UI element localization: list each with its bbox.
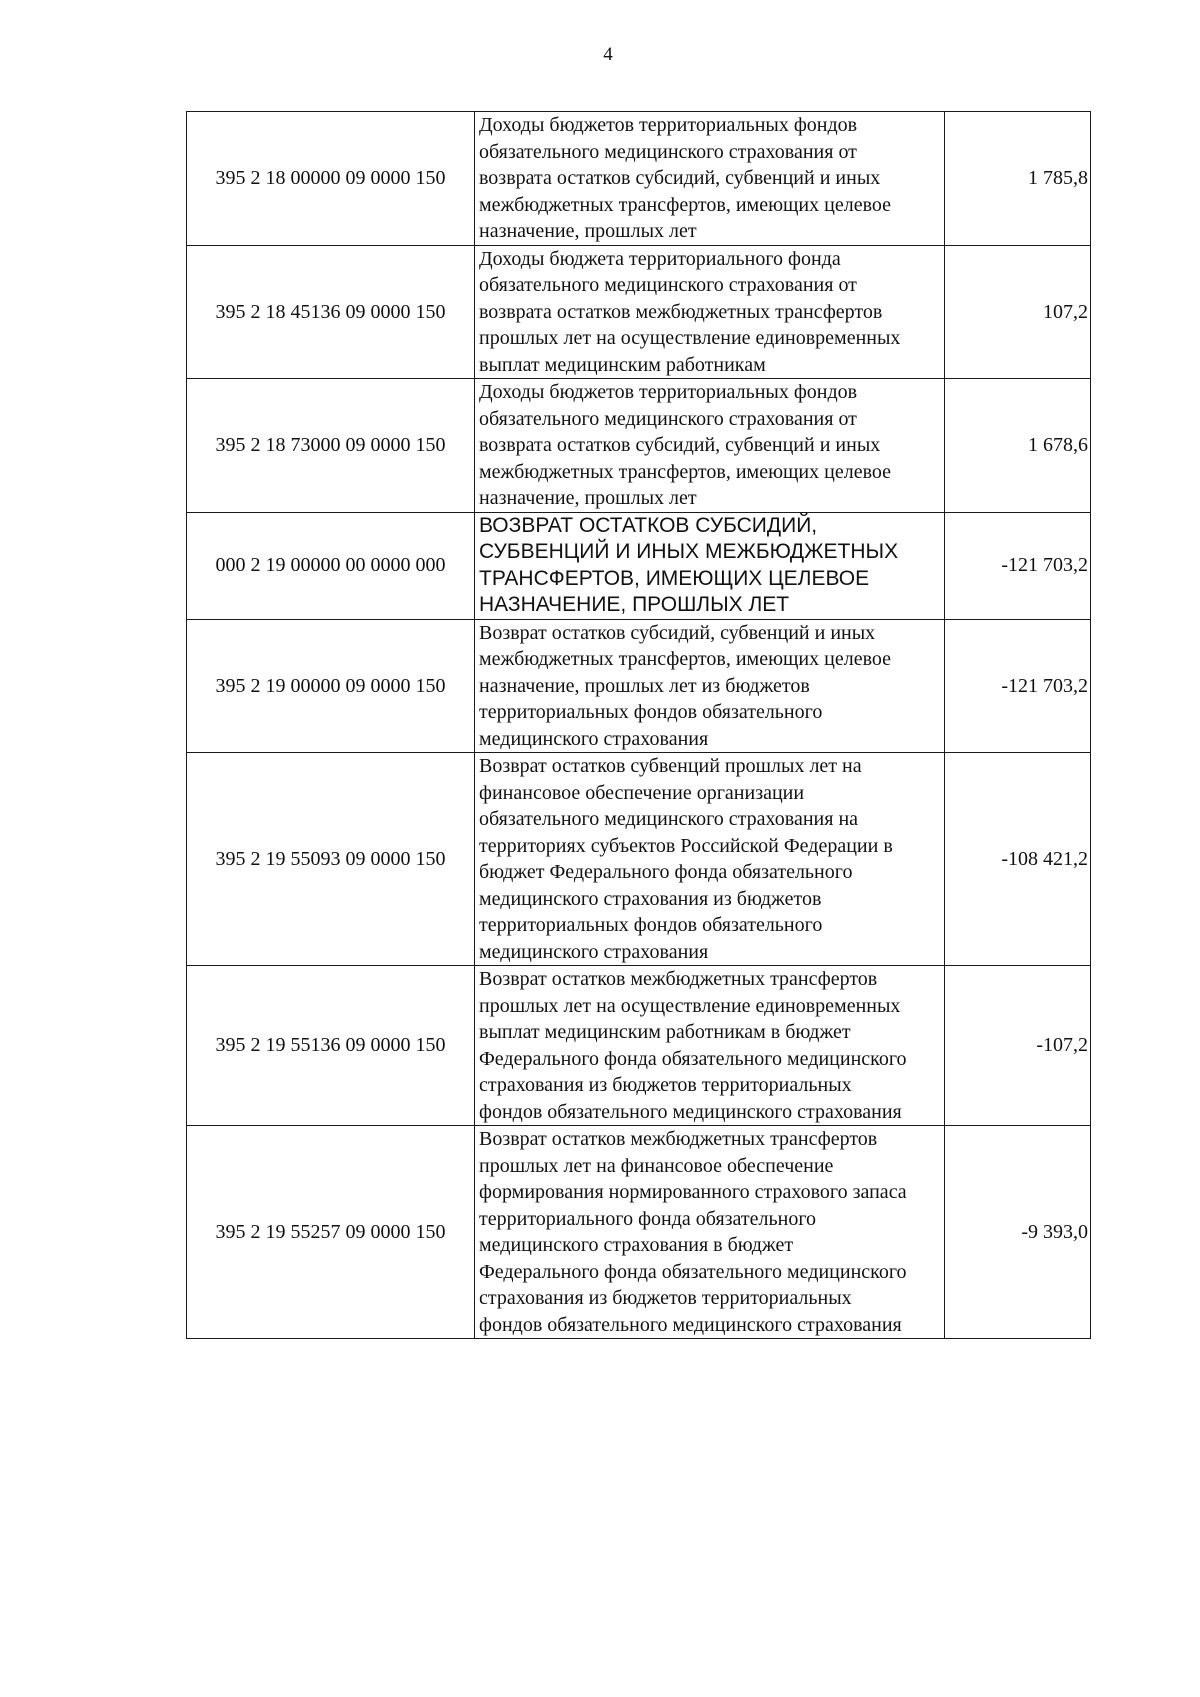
description-line: медицинского страхования — [479, 727, 709, 750]
description-line: Доходы бюджетов территориальных фондов — [479, 381, 858, 403]
description-line: межбюджетных трансфертов, имеющих целевое — [479, 648, 892, 670]
description-line: возврата остатков субсидий, субвенций и иных — [479, 434, 881, 456]
table-row — [187, 619, 1091, 753]
description-line: назначение, прошлых лет из бюджетов — [479, 674, 810, 697]
description-line: ВОЗВРАТ ОСТАТКОВ СУБСИДИЙ, — [479, 513, 818, 537]
description-line: СУБВЕНЦИЙ И ИНЫХ МЕЖБЮДЖЕТНЫХ — [479, 540, 899, 563]
description-line: Федерального фонда обязательного медицинского — [479, 1047, 907, 1070]
amount-cell: -108 421,2 — [945, 753, 1091, 966]
budget-code-cell: 395 2 19 55257 09 0000 150 — [187, 1126, 475, 1339]
description-cell — [475, 245, 945, 379]
budget-code-cell: 395 2 19 55093 09 0000 150 — [187, 753, 475, 966]
description-cell — [475, 512, 945, 619]
description-line: выплат медицинским работникам в бюджет — [479, 1021, 851, 1043]
description-line: межбюджетных трансфертов, имеющих целевое — [479, 193, 892, 216]
budget-code-cell: 395 2 19 55136 09 0000 150 — [187, 966, 475, 1126]
amount-cell: 1 678,6 — [945, 379, 1091, 513]
description-line: формирования нормированного страхового запаса — [479, 1181, 907, 1203]
description-line: территориальных фондов обязательного — [479, 914, 823, 936]
description-line: прошлых лет на осуществление единовременных — [479, 327, 901, 349]
table-row — [187, 112, 1091, 246]
budget-code-cell: 000 2 19 00000 00 0000 000 — [187, 512, 475, 619]
budget-code-cell: 395 2 18 73000 09 0000 150 — [187, 379, 475, 513]
description-line: страхования из бюджетов территориальных — [479, 1074, 852, 1096]
description-line: Доходы бюджетов территориальных фондов — [479, 114, 858, 136]
budget-code-cell: 395 2 18 00000 09 0000 150 — [187, 112, 475, 246]
table-body — [187, 112, 1091, 1339]
description-cell — [475, 112, 945, 246]
description-line: медицинского страхования из бюджетов — [479, 887, 822, 910]
description-line: НАЗНАЧЕНИЕ, ПРОШЛЫХ ЛЕТ — [479, 593, 790, 616]
description-line: межбюджетных трансфертов, имеющих целевое — [479, 460, 892, 483]
description-line: обязательного медицинского страхования от — [479, 274, 857, 296]
amount-cell: 1 785,8 — [945, 112, 1091, 246]
amount-cell: -9 393,0 — [945, 1126, 1091, 1339]
description-line: возврата остатков межбюджетных трансфертов — [479, 300, 883, 323]
page-number: 4 — [603, 44, 613, 65]
description-line: территориях субъектов Российской Федерации в — [479, 834, 893, 857]
description-line: Возврат остатков субсидий, субвенций и иных — [479, 621, 876, 644]
amount-cell: 107,2 — [945, 245, 1091, 379]
budget-code-cell: 395 2 18 45136 09 0000 150 — [187, 245, 475, 379]
amount-cell: -107,2 — [945, 966, 1091, 1126]
description-line: Доходы бюджета территориального фонда — [479, 247, 841, 270]
description-line: медицинского страхования — [479, 940, 709, 963]
description-cell — [475, 619, 945, 753]
description-cell — [475, 753, 945, 966]
table-row — [187, 379, 1091, 513]
description-line: назначение, прошлых лет — [479, 220, 697, 242]
table-row — [187, 512, 1091, 619]
description-line: территориальных фондов обязательного — [479, 701, 823, 723]
description-line: прошлых лет на финансовое обеспечение — [479, 1154, 834, 1177]
description-line: возврата остатков субсидий, субвенций и иных — [479, 167, 881, 189]
description-line: назначение, прошлых лет — [479, 487, 697, 509]
description-cell — [475, 966, 945, 1126]
description-line: обязательного медицинского страхования от — [479, 140, 857, 163]
amount-cell: -121 703,2 — [945, 619, 1091, 753]
description-line: страхования из бюджетов территориальных — [479, 1287, 852, 1309]
amount-cell: -121 703,2 — [945, 512, 1091, 619]
description-line: Возврат остатков субвенций прошлых лет на — [479, 755, 862, 777]
description-line: Возврат остатков межбюджетных трансфертов — [479, 1128, 878, 1150]
description-line: территориального фонда обязательного — [479, 1207, 817, 1230]
table-row — [187, 1126, 1091, 1339]
description-line: Возврат остатков межбюджетных трансфертов — [479, 968, 878, 990]
description-line: бюджет Федерального фонда обязательного — [479, 861, 853, 883]
budget-code-cell: 395 2 19 00000 09 0000 150 — [187, 619, 475, 753]
description-line: Федерального фонда обязательного медицинского — [479, 1260, 907, 1283]
description-line: обязательного медицинского страхования на — [479, 808, 859, 830]
table-row — [187, 966, 1091, 1126]
description-line: медицинского страхования в бюджет — [479, 1234, 794, 1256]
description-line: фондов обязательного медицинского страхования — [479, 1313, 902, 1336]
table-row — [187, 753, 1091, 966]
description-line: обязательного медицинского страхования от — [479, 407, 857, 430]
description-cell — [475, 1126, 945, 1339]
table-row — [187, 245, 1091, 379]
description-line: прошлых лет на осуществление единовременных — [479, 994, 901, 1017]
description-line: ТРАНСФЕРТОВ, ИМЕЮЩИХ ЦЕЛЕВОЕ — [479, 566, 870, 590]
budget-revenue-table — [186, 111, 1091, 1339]
description-line: выплат медицинским работникам — [479, 353, 766, 376]
description-line: финансовое обеспечение организации — [479, 781, 805, 804]
description-cell — [475, 379, 945, 513]
description-line: фондов обязательного медицинского страхования — [479, 1100, 902, 1123]
